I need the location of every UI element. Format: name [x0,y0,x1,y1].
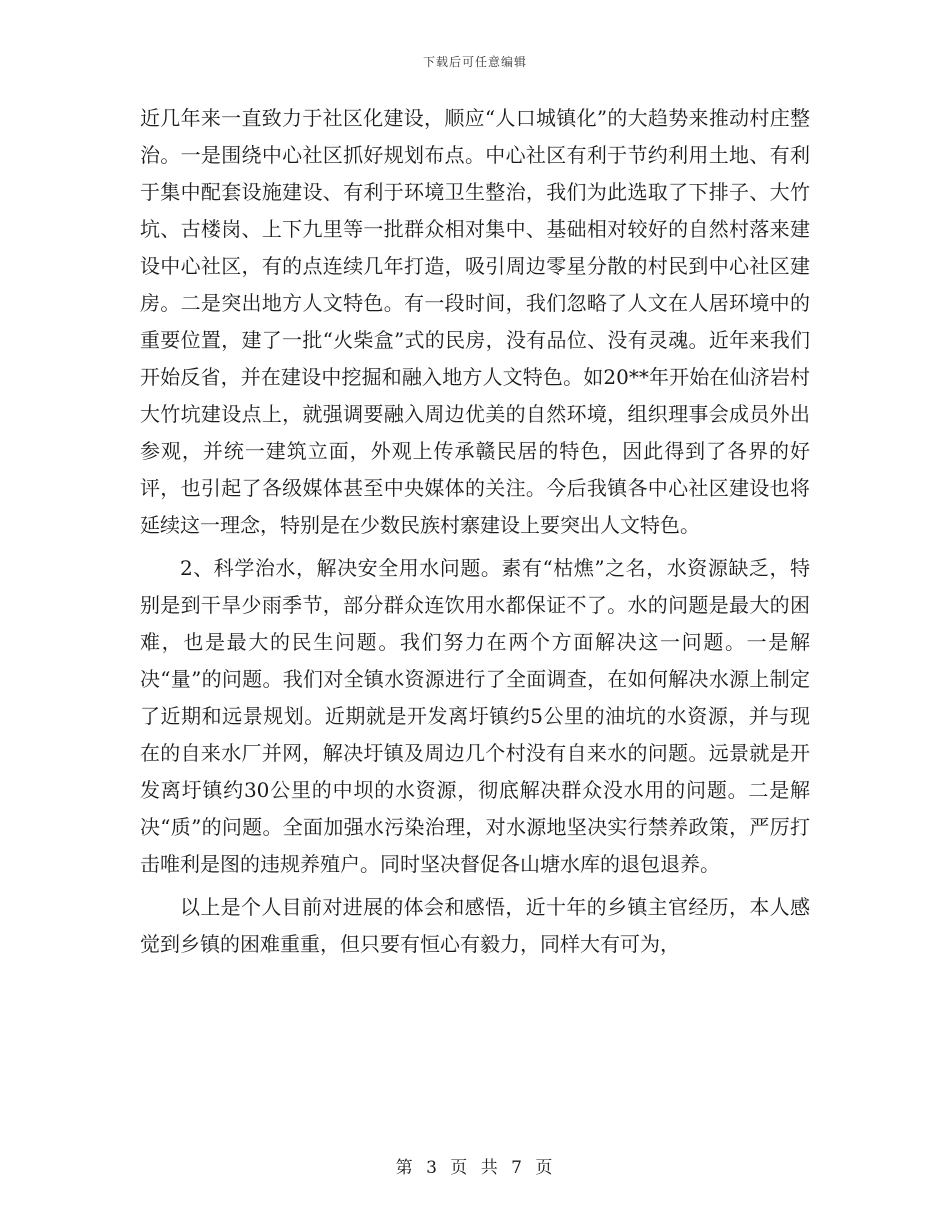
paragraph-continued: 近几年来一直致力于社区化建设，顺应“人口城镇化”的大趋势来推动村庄整治。一是围绕中心社区抓好规划布点。中心社区有利于节约利用土地、有利于集中配套设施建设、有利于环境卫生整治，我们为此选取了下排子、大竹坑、古楼岗、上下九里等一批群众相对集中、基础相对较好的自然村落来建设中心社区，有的点连续几年打造，吸引周边零星分散的村民到中心社区建房。二是突出地方人文特色。有一段时间，我们忽略了人文在人居环境中的重要位置，建了一批“火柴盒”式的民房，没有品位、没有灵魂。近年来我们开始反省，并在建设中挖掘和融入地方人文特色。如20**年开始在仙济岩村大竹坑建设点上，就强调要融入周边优美的自然环境，组织理事会成员外出参观，并统一建筑立面，外观上传承赣民居的特色，因此得到了各界的好评，也引起了各级媒体甚至中央媒体的关注。今后我镇各中心社区建设也将延续这一理念，特别是在少数民族村寨建设上要突出人文特色。 [140,106,810,537]
document-body [140,100,810,963]
page-header: 下载后可任意编辑 [422,55,527,69]
paragraph-water-management: 2、科学治水，解决安全用水问题。素有“枯燋”之名，水资源缺乏，特别是到干旱少雨季节，部分群众连饮用水都保证不了。水的问题是最大的困难，也是最大的民生问题。我们努力在两个方面解决这一问题。一是解决“量”的问题。我们对全镇水资源进行了全面调查，在如何解决水源上制定了近期和远景规划。近期就是开发离圩镇约5公里的油坑的水资源，并与现在的自来水厂并网，解决圩镇及周边几个村没有自来水的问题。远景就是开发离圩镇约30公里的中坝的水资源，彻底解决群众没水用的问题。二是解决“质”的问题。全面加强水污染治理，对水源地坚决实行禁养政策，严厉打击唯利是图的违规养殖户。同时坚决督促各山塘水库的退包退养。 [140,556,810,876]
paragraph-conclusion: 以上是个人目前对进展的体会和感悟，近十年的乡镇主官经历，本人感觉到乡镇的困难重重，但只要有恒心有毅力，同样大有可为， [140,895,810,956]
page-number: 第 3 页 共 7 页 [395,1158,555,1178]
